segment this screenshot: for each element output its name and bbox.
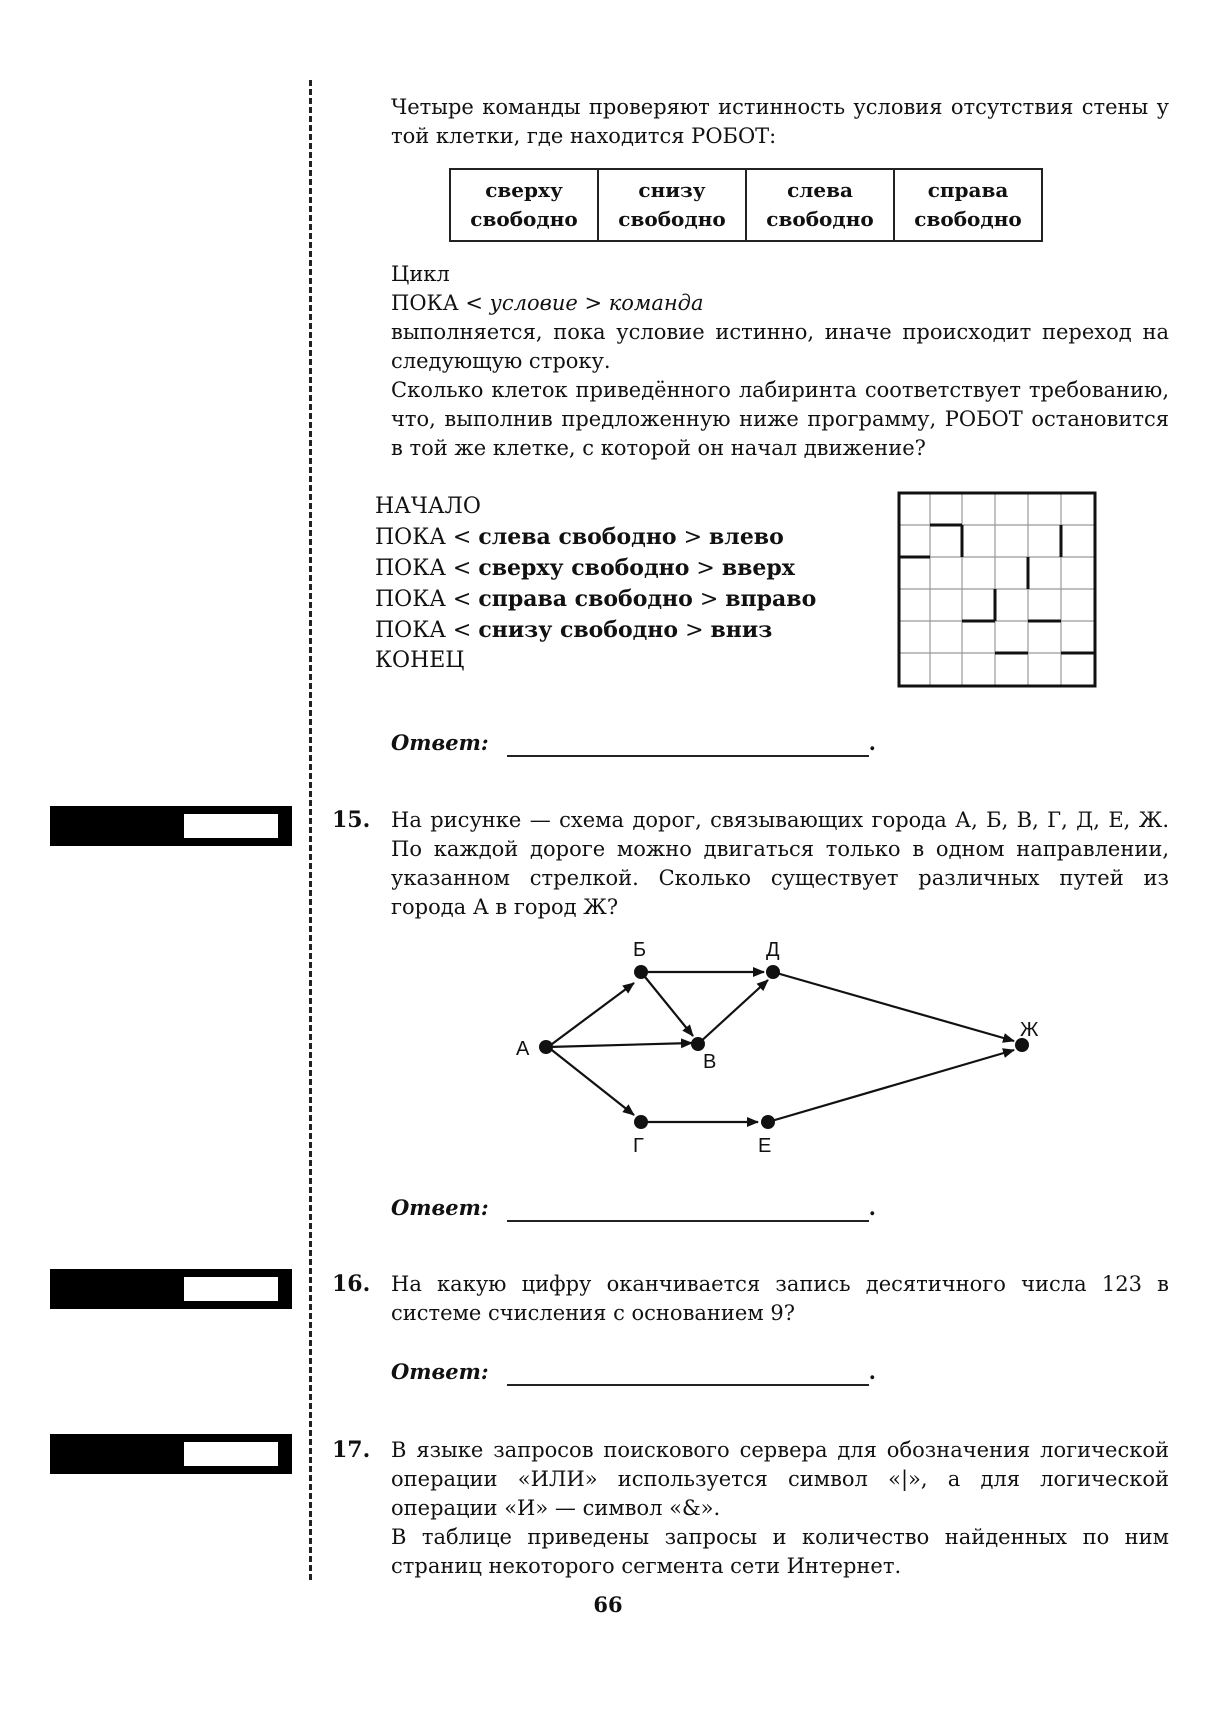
cycle-description: выполняется, пока условие истинно, иначе происходит переход на следующую строку.: [391, 320, 1169, 373]
q17-text-1: В языке запросов поискового сервера для обозначения логической операции «ИЛИ» используется символ «|», а для логической операции «И» — символ «&».: [391, 1438, 1169, 1520]
prog-sep: >: [676, 525, 710, 550]
prog-prefix: ПОКА <: [375, 556, 479, 581]
node-d: [766, 965, 780, 979]
edge-d-zh: [773, 972, 1014, 1041]
prog-cmd: вниз: [710, 617, 773, 643]
answer-line[interactable]: [507, 1198, 869, 1222]
robot-program: [375, 492, 816, 676]
answer-dot: .: [868, 730, 876, 755]
cell-l1: справа: [927, 178, 1009, 202]
node-v: [691, 1037, 705, 1051]
q15-text: [391, 806, 1169, 922]
cell-l2: свободно: [766, 207, 874, 231]
prog-cond: снизу свободно: [478, 617, 679, 643]
q14-intro: [391, 93, 1169, 151]
prog-cmd: вверх: [721, 555, 795, 581]
condition-cell: [746, 169, 894, 241]
prog-sep: >: [692, 587, 726, 612]
cell-l2: свободно: [470, 207, 578, 231]
prog-prefix: ПОКА <: [375, 525, 479, 550]
graph-nodes: [539, 965, 1029, 1129]
label-v: В: [703, 1051, 717, 1073]
question-number-15: 15.: [332, 807, 371, 833]
maze-grid: [896, 490, 1100, 690]
q14-question: Сколько клеток приведённого лабиринта соответствует требованию, что, выполнив предложенную ниже программу, РОБОТ остановится в той же клетке, с которой он начал движение?: [391, 378, 1169, 460]
maze-gridlines: [899, 493, 1095, 686]
prog-sep: >: [678, 618, 711, 643]
program-line: [375, 553, 816, 584]
answer-line[interactable]: [507, 733, 869, 757]
node-e: [761, 1115, 775, 1129]
answer-box-marker-16: [50, 1269, 292, 1309]
answer-field-16: [391, 1357, 876, 1386]
prog-cmd: влево: [709, 524, 784, 550]
edge-b-v: [641, 972, 693, 1036]
cell-l2: свободно: [914, 207, 1022, 231]
label-e: Е: [758, 1135, 772, 1157]
prog-cond: слева свободно: [478, 524, 677, 550]
question-number-16: 16.: [332, 1271, 371, 1297]
cell-l1: снизу: [638, 178, 706, 202]
cycle-syntax: [391, 289, 1169, 318]
prog-prefix: ПОКА <: [375, 587, 479, 612]
label-d: Д: [766, 939, 780, 961]
condition-cell: [598, 169, 746, 241]
program-end: КОНЕЦ: [375, 648, 465, 673]
program-line: [375, 615, 816, 646]
edge-v-d: [698, 980, 768, 1044]
node-a: [539, 1040, 553, 1054]
q16-text-body: На какую цифру оканчивается запись десятичного числа 123 в системе счисления с основанием 9?: [391, 1272, 1169, 1325]
prog-prefix: ПОКА <: [375, 618, 479, 643]
answer-box-marker-17: [50, 1434, 292, 1474]
answer-dot: .: [868, 1195, 876, 1220]
cycle-syntax-start: ПОКА <: [391, 291, 490, 315]
edge-a-g: [548, 1047, 634, 1115]
label-zh: Ж: [1020, 1019, 1039, 1041]
cell-l1: слева: [787, 178, 853, 202]
edge-e-zh: [768, 1050, 1014, 1122]
label-b: Б: [633, 939, 647, 961]
q17-text: [391, 1436, 1169, 1581]
cycle-title: Цикл: [391, 262, 450, 286]
answer-label: Ответ:: [391, 730, 489, 755]
q17-text-2: В таблице приведены запросы и количество найденных по ним страниц некоторого сегмента сети Интернет.: [391, 1525, 1169, 1578]
condition-cell: [450, 169, 598, 241]
node-b: [634, 965, 648, 979]
program-line: [375, 522, 816, 553]
node-g: [634, 1115, 648, 1129]
roads-graph: [500, 932, 1060, 1162]
answer-field-15: [391, 1193, 876, 1222]
program-start: НАЧАЛО: [375, 494, 481, 519]
conditions-table: [449, 168, 1043, 242]
cycle-syntax-cmd: команда: [608, 291, 704, 315]
page-number: 66: [593, 1592, 623, 1617]
label-g: Г: [633, 1135, 644, 1157]
margin-cut-line: [309, 80, 312, 1580]
answer-line[interactable]: [507, 1362, 869, 1386]
q14-cycle: [391, 260, 1169, 463]
cycle-syntax-mid: >: [577, 291, 609, 315]
question-number-17: 17.: [332, 1437, 371, 1463]
condition-cell: [894, 169, 1042, 241]
cell-l1: сверху: [485, 178, 563, 202]
q14-intro-text: Четыре команды проверяют истинность условия отсутствия стены у той клетки, где находится РОБОТ:: [391, 95, 1169, 148]
q15-text-body: На рисунке — схема дорог, связывающих города А, Б, В, Г, Д, Е, Ж. По каждой дороге можно двигаться только в одном направлении, указанном стрелкой. Сколько существует различных путей из города А в город Ж?: [391, 808, 1169, 919]
graph-edges: [548, 972, 1014, 1122]
program-line: [375, 584, 816, 615]
answer-box-marker-15: [50, 806, 292, 846]
prog-cond: справа свободно: [478, 586, 693, 612]
edge-a-v: [548, 1043, 692, 1047]
answer-label: Ответ:: [391, 1195, 489, 1220]
prog-cmd: вправо: [725, 586, 817, 612]
answer-box: [184, 814, 278, 838]
q16-text: [391, 1270, 1169, 1328]
prog-sep: >: [689, 556, 722, 581]
cycle-syntax-cond: условие: [489, 291, 578, 315]
answer-dot: .: [868, 1359, 876, 1384]
prog-cond: сверху свободно: [478, 555, 690, 581]
edge-a-b: [548, 983, 634, 1047]
answer-box: [184, 1277, 278, 1301]
cell-l2: свободно: [618, 207, 726, 231]
answer-field-14: [391, 728, 876, 757]
answer-label: Ответ:: [391, 1359, 489, 1384]
label-a: А: [516, 1038, 530, 1060]
answer-box: [184, 1442, 278, 1466]
